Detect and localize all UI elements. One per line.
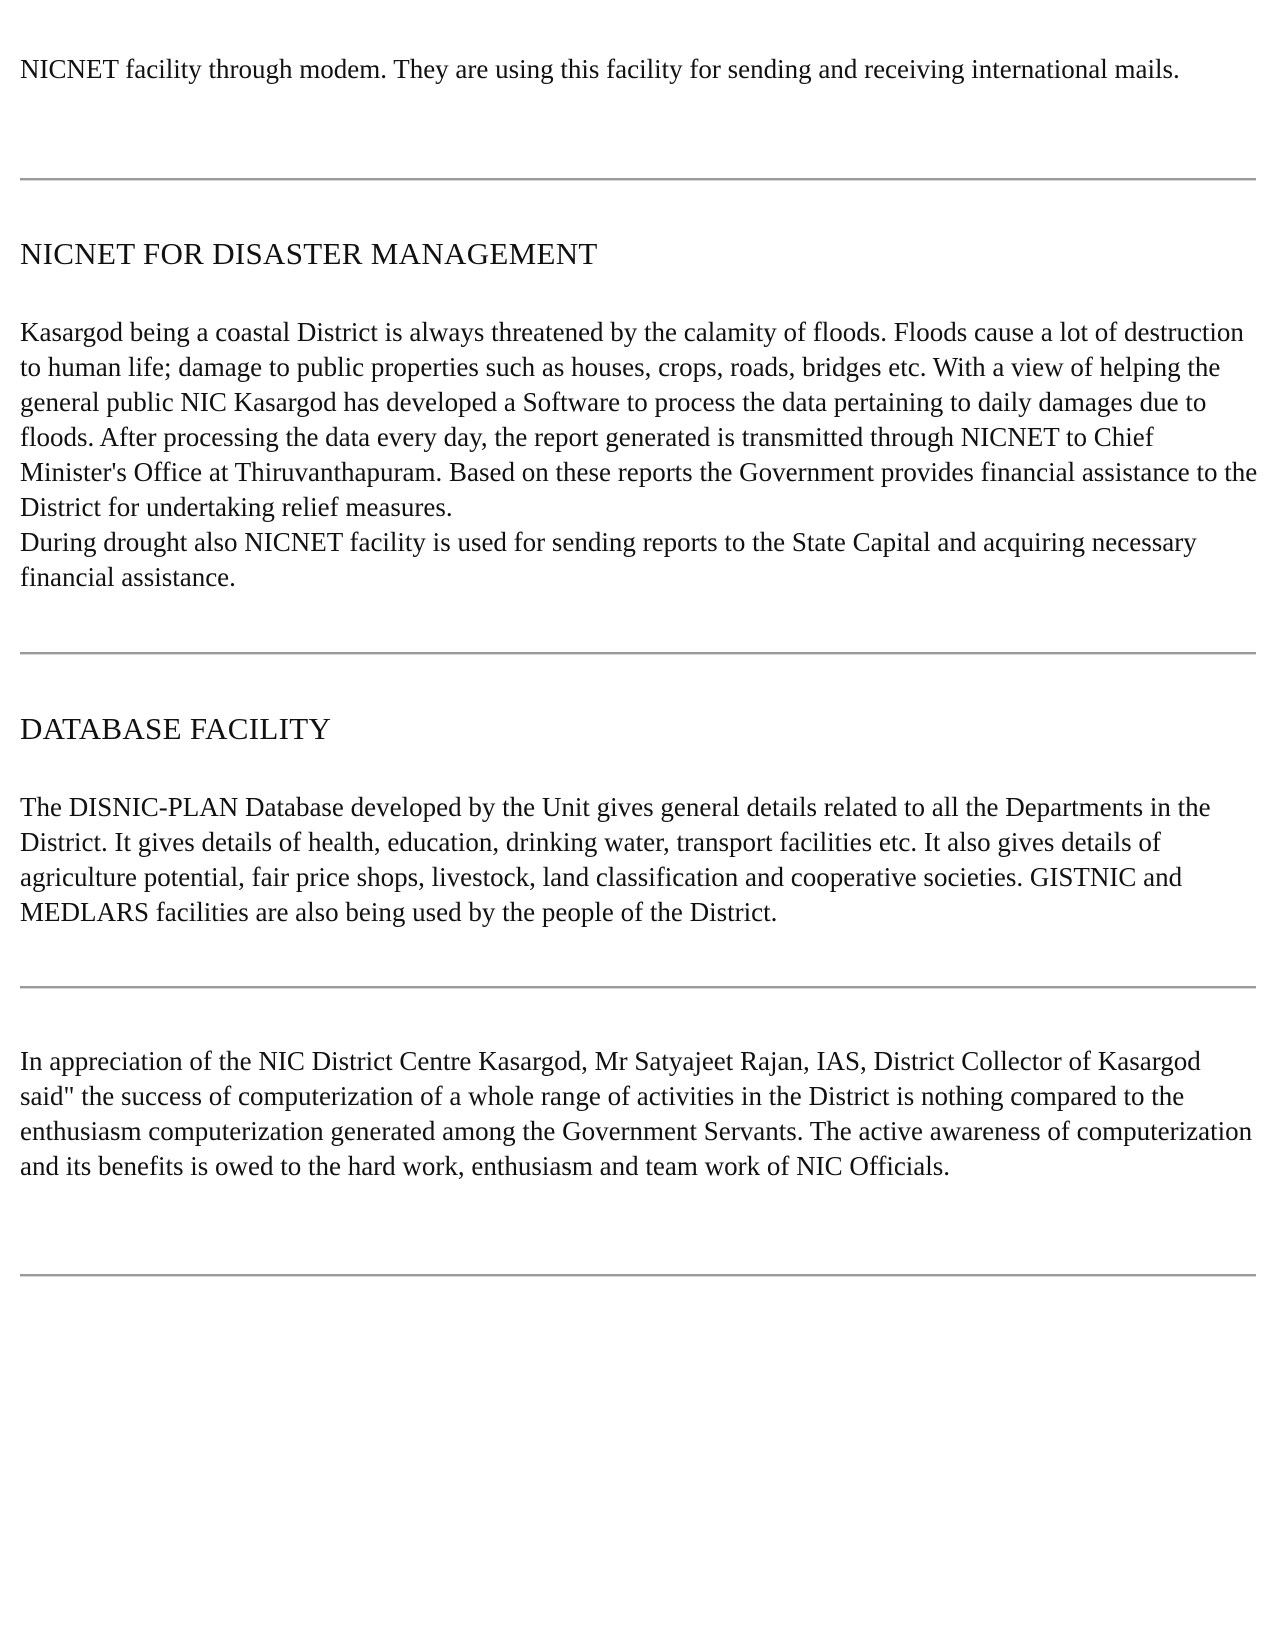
section-heading-database-facility: DATABASE FACILITY (20, 711, 332, 746)
disaster-paragraph-floods: Kasargod being a coastal District is always threatened by the calamity of floods. Floods cause a lot of destruction to human life; damage to public properties such as houses, crops, roads, bridges etc. With a view of helping the general public NIC Kasargod has developed a Software to process the data pertaining to daily damages due to floods. After processing the data every day, the report generated is transmitted through NICNET to Chief Minister's Office at Thiruvanthapuram. Based on these reports the Government provides financial assistance to the District for undertaking relief measures. (20, 317, 1258, 522)
horizontal-rule (20, 1274, 1260, 1277)
appreciation-section (20, 1044, 1260, 1184)
appreciation-paragraph: In appreciation of the NIC District Centre Kasargod, Mr Satyajeet Rajan, IAS, District Collector of Kasargod said" the success of computerization of a whole range of activities in the District is nothing compared to the enthusiasm computerization generated among the Government Servants. The active awareness of computerization and its benefits is owed to the hard work, enthusiasm and team work of NIC Officials. (20, 1046, 1253, 1181)
database-facility-body (20, 790, 1260, 930)
intro-section (20, 52, 1260, 87)
database-facility-heading-block (20, 711, 1260, 747)
horizontal-rule (20, 986, 1260, 989)
horizontal-rule (20, 652, 1260, 655)
intro-paragraph: NICNET facility through modem. They are using this facility for sending and receiving international mails. (20, 54, 1180, 84)
database-paragraph: The DISNIC-PLAN Database developed by the Unit gives general details related to all the Departments in the District. It gives details of health, education, drinking water, transport facilities etc. It also gives details of agriculture potential, fair price shops, livestock, land classification and cooperative societies. GISTNIC and MEDLARS facilities are also being used by the people of the District. (20, 792, 1211, 927)
section-heading-disaster-management: NICNET FOR DISASTER MANAGEMENT (20, 236, 598, 271)
horizontal-rule (20, 178, 1260, 181)
disaster-management-body (20, 315, 1260, 595)
disaster-management-heading-block (20, 236, 1260, 272)
disaster-paragraph-drought: During drought also NICNET facility is used for sending reports to the State Capital and acquiring necessary financial assistance. (20, 527, 1197, 592)
